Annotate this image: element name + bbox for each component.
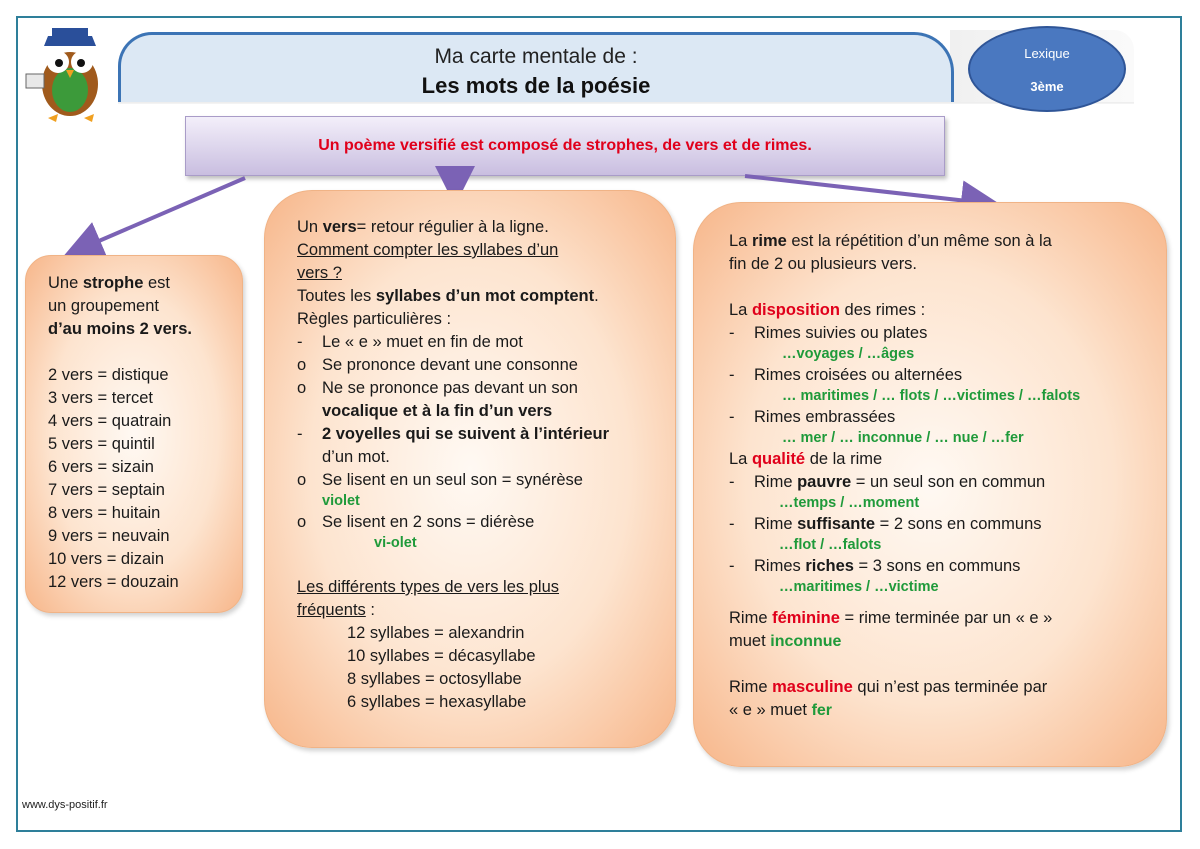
example-word: vi-olet: [374, 535, 417, 551]
rule-item: o Se lisent en un seul son = synérèse violet: [297, 469, 665, 511]
vers-question-1: Comment compter les syllabes d’un: [297, 241, 559, 259]
subject-badge: [968, 26, 1126, 112]
vers-def: Un vers= retour régulier à la ligne.: [297, 218, 549, 236]
vers-box: [264, 190, 676, 748]
strophe-type: 2 vers = distique: [48, 366, 169, 384]
strophe-type: 7 vers = septain: [48, 481, 165, 499]
strophe-def-2: un groupement: [48, 297, 159, 315]
rime-def-2: fin de 2 ou plusieurs vers.: [729, 255, 918, 273]
strophe-type: 5 vers = quintil: [48, 435, 155, 453]
headline-text: Un poème versifié est composé de strophes, de vers et de rimes.: [318, 137, 812, 154]
rime-box: [693, 202, 1167, 767]
strophe-def-1: Une strophe est: [48, 274, 170, 292]
vers-types-title-2: fréquents :: [297, 601, 375, 619]
example-words: … maritimes / … flots / …victimes / …falots: [782, 388, 1081, 404]
rime-masculine-1: Rime masculine qui n’est pas terminée par: [729, 678, 1048, 696]
example-words: …flot / …falots: [779, 537, 882, 553]
rime-masculine-2: « e » muet fer: [729, 701, 833, 719]
disposition-title: La disposition des rimes :: [729, 301, 926, 319]
strophe-type: 9 vers = neuvain: [48, 527, 170, 545]
title-banner: [118, 32, 954, 102]
footer-url: www.dys-positif.fr: [22, 799, 108, 811]
rule-item: o Ne se prononce pas devant un son vocalique et à la fin d’un vers: [297, 379, 578, 420]
qualite-item: - Rime pauvre = un seul son en commun …temps / …moment: [729, 471, 1156, 513]
strophe-def-3: d’au moins 2 vers.: [48, 320, 192, 338]
rule-item: o Se lisent en 2 sons = diérèse vi-olet: [297, 511, 665, 553]
rime-feminine-1: Rime féminine = rime terminée par un « e »: [729, 609, 1053, 627]
badge-level: 3ème: [1030, 79, 1064, 94]
vers-type: 10 syllabes = décasyllabe: [347, 647, 536, 665]
qualite-item: - Rimes riches = 3 sons en communs …maritimes / …victime: [729, 555, 1156, 597]
page-title: Les mots de la poésie: [421, 73, 651, 98]
strophe-type: 4 vers = quatrain: [48, 412, 172, 430]
strophe-type: 3 vers = tercet: [48, 389, 154, 407]
owl-mascot-icon: [22, 20, 118, 124]
example-words: … mer / … inconnue / … nue / …fer: [782, 430, 1024, 446]
badge-subject: Lexique: [1024, 46, 1070, 61]
vers-type: 8 syllabes = octosyllabe: [347, 670, 522, 688]
vers-question-2: vers ?: [297, 264, 342, 282]
example-words: …maritimes / …victime: [779, 579, 939, 595]
strophe-box: [25, 255, 243, 613]
strophe-type: 6 vers = sizain: [48, 458, 154, 476]
vers-type: 6 syllabes = hexasyllabe: [347, 693, 527, 711]
rime-feminine-2: muet inconnue: [729, 632, 842, 650]
vers-rules-title: Règles particulières :: [297, 310, 452, 328]
vers-type: 12 syllabes = alexandrin: [347, 624, 525, 642]
disposition-item: - Rimes suivies ou plates …voyages / …âges: [729, 322, 1156, 364]
example-words: …temps / …moment: [779, 495, 920, 511]
vers-types-title-1: Les différents types de vers les plus: [297, 578, 560, 596]
disposition-item: - Rimes embrassées … mer / … inconnue / … nue / …fer: [729, 406, 1156, 448]
rule-item: - Le « e » muet en fin de mot: [297, 333, 523, 351]
rule-item: o Se prononce devant une consonne: [297, 356, 578, 374]
headline-box: [185, 116, 945, 176]
disposition-item: - Rimes croisées ou alternées … maritimes / … flots / …victimes / …falots: [729, 364, 1156, 406]
strophe-type: 12 vers = douzain: [48, 573, 179, 591]
rime-def-1: La rime est la répétition d’un même son à la: [729, 232, 1052, 250]
title-line-1: Ma carte mentale de :: [434, 45, 638, 68]
qualite-title: La qualité de la rime: [729, 450, 883, 468]
example-words: …voyages / …âges: [782, 346, 915, 362]
example-word: violet: [322, 493, 360, 509]
vers-rule: Toutes les syllabes d’un mot comptent.: [297, 287, 599, 305]
rule-item: - 2 voyelles qui se suivent à l’intérieur d’un mot.: [297, 425, 610, 466]
strophe-type: 8 vers = huitain: [48, 504, 161, 522]
qualite-item: - Rime suffisante = 2 sons en communs …flot / …falots: [729, 513, 1156, 555]
strophe-type: 10 vers = dizain: [48, 550, 165, 568]
